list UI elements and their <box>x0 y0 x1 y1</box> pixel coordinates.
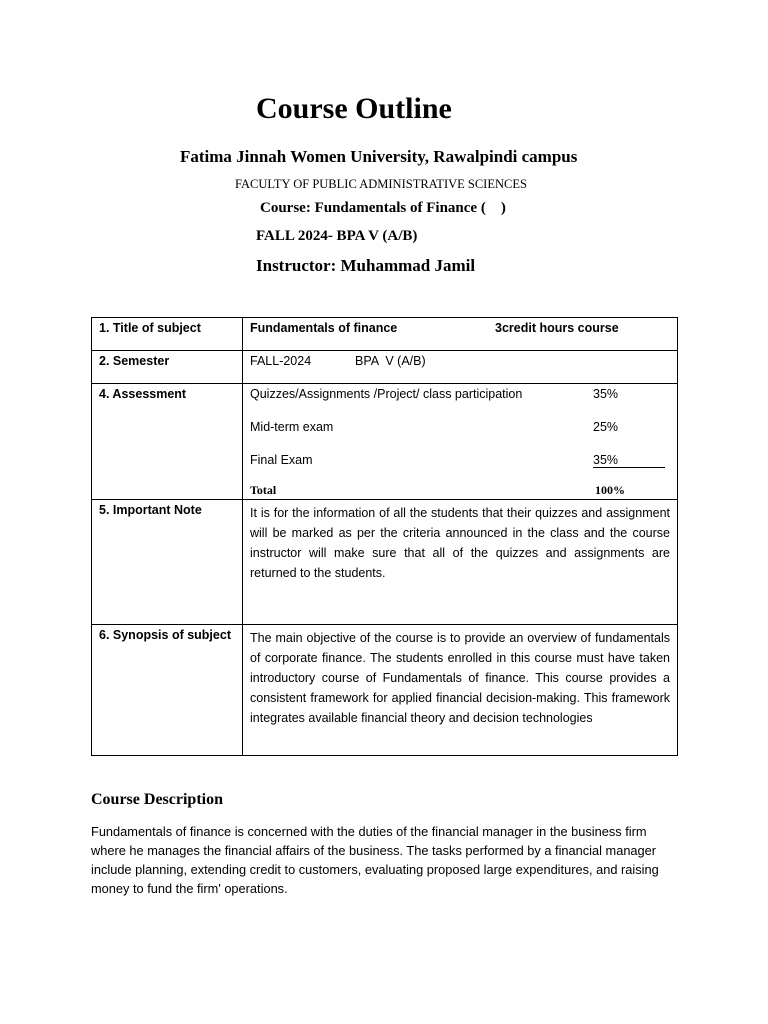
program-value: BPA V (A/B) <box>355 354 426 368</box>
total-value: 100% <box>595 483 625 497</box>
subject-title: Fundamentals of finance <box>250 321 398 335</box>
assessment-cell <box>243 384 678 500</box>
course-name: Course: Fundamentals of Finance ( ) <box>260 200 506 216</box>
semester-value: FALL-2024 <box>250 354 312 368</box>
synopsis-cell <box>243 625 678 756</box>
semester-value-cell <box>243 351 678 384</box>
term-label: FALL 2024- BPA V (A/B) <box>256 228 418 244</box>
table-row <box>92 351 678 384</box>
synopsis-label: 6. Synopsis of subject <box>92 625 243 756</box>
assessment-item <box>250 387 670 420</box>
table-row <box>92 625 678 756</box>
table-row <box>92 318 678 351</box>
instructor-name: Instructor: Muhammad Jamil <box>256 256 476 275</box>
assessment-name: Quizzes/Assignments /Project/ class participation <box>250 387 523 401</box>
credit-hours: 3credit hours course <box>495 321 619 335</box>
university-name: Fatima Jinnah Women University, Rawalpindi campus <box>180 147 578 166</box>
note-label: 5. Important Note <box>92 500 243 625</box>
assessment-name: Mid-term exam <box>250 420 334 434</box>
table-row <box>92 500 678 625</box>
note-cell <box>243 500 678 625</box>
page-title: Course Outline <box>256 92 452 125</box>
course-description-text: Fundamentals of finance is concerned with the duties of the financial manager in the business firm where he manages the financial affairs of the business. The tasks performed by a financial manager include planning, extending credit to customers, evaluating proposed large expenditures, and raising money to fund the firm' operations. <box>91 824 659 896</box>
total-label: Total <box>250 483 277 497</box>
assessment-weight: 35% <box>593 387 619 401</box>
assessment-item <box>250 420 670 453</box>
semester-label: 2. Semester <box>92 351 243 384</box>
assessment-total <box>250 483 670 499</box>
final-exam-weight: 35% <box>593 453 619 467</box>
course-description-heading: Course Description <box>91 791 223 808</box>
assessment-weight: 25% <box>593 420 619 434</box>
assessment-name: Final Exam <box>250 453 313 467</box>
assessment-label: 4. Assessment <box>92 384 243 500</box>
title-label: 1. Title of subject <box>92 318 243 351</box>
assessment-item <box>250 453 670 483</box>
title-value-cell <box>243 318 678 351</box>
synopsis-text: The main objective of the course is to provide an overview of fundamentals of corporate finance. The students enrolled in this course must have taken introductory course of Fundamentals of finance. This course provides a consistent framework for applied financial decision-making. This framework integrates available financial theory and decision technologies <box>250 631 670 725</box>
faculty-name: FACULTY OF PUBLIC ADMINISTRATIVE SCIENCES <box>235 177 527 191</box>
note-text: It is for the information of all the students that their quizzes and assignment will be marked as per the criteria announced in the class and the course instructor will make sure that all of the quizzes and assignments are returned to the students. <box>250 506 670 580</box>
course-outline-table <box>91 317 678 756</box>
assessment-weight <box>593 453 665 468</box>
table-row <box>92 384 678 500</box>
